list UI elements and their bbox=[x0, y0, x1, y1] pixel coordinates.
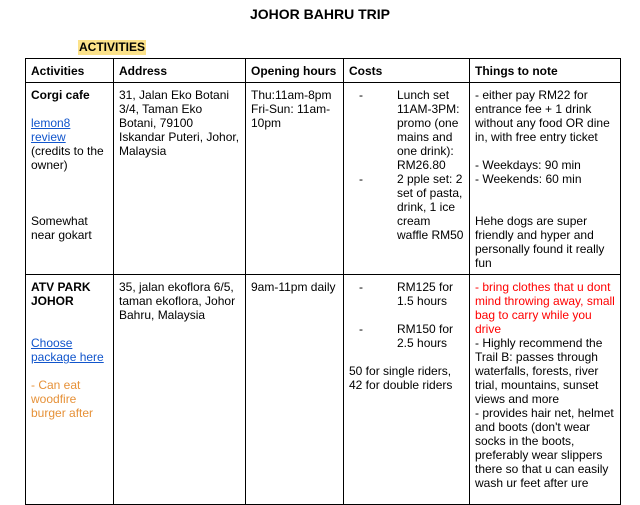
cost-item: - 2 pple set: 2 set of pasta, drink, 1 ice cream waffle RM50 bbox=[359, 172, 464, 242]
document-title: JOHOR BAHRU TRIP bbox=[249, 6, 390, 22]
note-line: - Weekends: 60 min bbox=[475, 172, 582, 186]
activities-table bbox=[25, 58, 621, 505]
header-address: Address bbox=[114, 59, 246, 83]
note-line: - Weekdays: 90 min bbox=[475, 158, 581, 172]
activity-location-note: Somewhat near gokart bbox=[31, 214, 92, 242]
activity-name: Corgi cafe bbox=[31, 88, 90, 102]
cost-item: - Lunch set 11AM-3PM: promo (one mains and one drink): RM26.80 bbox=[359, 88, 464, 172]
table-row bbox=[26, 83, 621, 275]
header-things-to-note: Things to note bbox=[470, 59, 621, 83]
cost-item: - RM150 for 2.5 hours bbox=[359, 322, 464, 350]
costs-cell bbox=[344, 275, 470, 505]
hours-cell: 9am-11pm daily bbox=[246, 275, 344, 505]
header-opening-hours: Opening hours bbox=[246, 59, 344, 83]
hours-line: Thu:11am-8pm bbox=[251, 88, 332, 102]
hours-line: Fri-Sun: 11am-10pm bbox=[251, 102, 331, 130]
review-link[interactable]: lemon8 review bbox=[31, 116, 71, 144]
food-note: - Can eat woodfire burger after bbox=[31, 378, 94, 420]
header-costs: Costs bbox=[344, 59, 470, 83]
notes-cell bbox=[470, 275, 621, 505]
header-activities: Activities bbox=[26, 59, 114, 83]
activity-cell bbox=[26, 83, 114, 275]
note-line: Hehe dogs are super friendly and hyper and personally found it really fun bbox=[475, 214, 605, 270]
activity-name: ATV PARK JOHOR bbox=[31, 280, 91, 308]
hours-cell bbox=[246, 83, 344, 275]
note-line: - Highly recommend the Trail B: passes through waterfalls, forests, river trial, mountains, sunset views and more bbox=[475, 336, 603, 406]
note-line: - either pay RM22 for entrance fee + 1 drink without any food OR dine in, with free entry ticket bbox=[475, 88, 610, 144]
activity-cell bbox=[26, 275, 114, 505]
notes-cell bbox=[470, 83, 621, 275]
package-link[interactable]: Choose package here bbox=[31, 336, 104, 364]
table-header-row bbox=[26, 59, 621, 83]
costs-cell bbox=[344, 83, 470, 275]
cost-extra: 50 for single riders, 42 for double riders bbox=[349, 364, 453, 392]
section-label: ACTIVITIES bbox=[79, 40, 146, 54]
address-cell: 31, Jalan Eko Botani 3/4, Taman Eko Botani, 79100 Iskandar Puteri, Johor, Malaysia bbox=[114, 83, 246, 275]
table-row bbox=[26, 275, 621, 505]
note-line: - provides hair net, helmet and boots (don't wear socks in the boots, preferably wear slippers there so that u can easily wash ur feet after ure bbox=[475, 406, 614, 490]
link-credit-note: (credits to the owner) bbox=[31, 144, 104, 172]
warning-note: - bring clothes that u dont mind throwing away, small bag to carry while you drive bbox=[475, 280, 615, 336]
cost-item: - RM125 for 1.5 hours bbox=[359, 280, 464, 308]
address-cell: 35, jalan ekoflora 6/5, taman ekoflora, Johor Bahru, Malaysia bbox=[114, 275, 246, 505]
